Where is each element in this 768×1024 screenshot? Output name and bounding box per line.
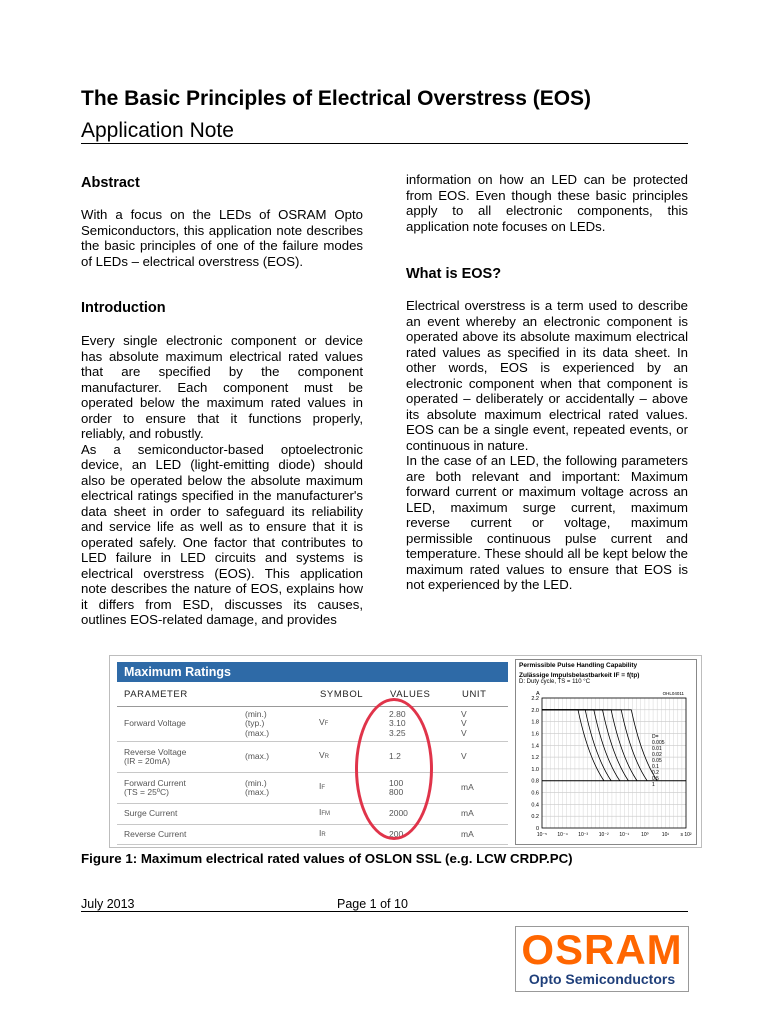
logo-tagline: Opto Semiconductors — [528, 971, 676, 987]
document-title: The Basic Principles of Electrical Overstress (EOS) — [81, 87, 592, 110]
table-row — [117, 825, 508, 845]
graph-duty-cycle: D: Duty cycle, TS = 110 °C — [519, 679, 591, 685]
table-title: Maximum Ratings — [117, 662, 508, 682]
symbol-cell: IR — [319, 825, 389, 845]
graph-y-tick: 0.4 — [531, 802, 539, 809]
symbol-cell: VF — [319, 707, 389, 742]
graph-plot — [516, 688, 694, 843]
graph-legend-entry: D= — [652, 734, 659, 740]
graph-legend-entry: 0.5 — [652, 776, 659, 782]
value-cell: 200 — [389, 825, 461, 845]
graph-y-tick: 2.2 — [531, 696, 539, 702]
graph-y-tick: 0 — [535, 826, 539, 832]
value-cell: 2.80 3.10 3.25 — [389, 707, 461, 742]
graph-y-unit: A — [536, 691, 540, 697]
pulse-handling-graph — [515, 659, 697, 845]
unit-cell: mA — [461, 773, 508, 804]
introduction-paragraph-1: Every single electronic component or device has absolute maximum electrical rated values that are specified by the component manufacturer. Each component must be operated below the maximum rated values in order to ensure that it functions properly, reliably, and robustly. — [81, 333, 363, 441]
table-row — [117, 707, 508, 742]
figure-caption: Figure 1: Maximum electrical rated values of OSLON SSL (e.g. LCW CRDP.PC) — [81, 851, 573, 866]
osram-logo — [515, 926, 689, 992]
graph-x-tick: 10⁰ — [641, 832, 649, 838]
eos-paragraph-1: Electrical overstress is a term used to describe an event whereby an electronic component is operated above its absolute maximum electrical rated values as specified in its data sheet. In other words, EOS is experienced by an electronic component when that component is operated – deliberately or accidentally – above its absolute maximum electrical rated values. EOS can be a single event, repeated events, or continuous in nature. — [406, 298, 688, 453]
parameter-cell: Forward Voltage — [117, 707, 245, 742]
graph-y-tick: 0.6 — [531, 790, 539, 797]
unit-cell: V — [461, 742, 508, 773]
what-is-eos-text — [406, 298, 688, 593]
header-unit: UNIT — [461, 682, 508, 707]
table-row — [117, 742, 508, 773]
graph-x-tick: 10⁻⁵ — [536, 832, 548, 838]
footer-rule — [81, 911, 688, 912]
introduction-text — [81, 333, 363, 628]
what-is-eos-heading: What is EOS? — [406, 266, 502, 282]
graph-legend-entry: 0.02 — [652, 752, 662, 758]
continuation-text: information on how an LED can be protected from EOS. Even though these basic principles apply to all electronic components, this application note focuses on LEDs. — [406, 172, 688, 234]
footer-page: Page 1 of 10 — [337, 897, 408, 911]
value-cell: 2000 — [389, 804, 461, 825]
condition-cell — [245, 804, 319, 825]
graph-y-tick: 1.2 — [531, 755, 539, 762]
unit-cell: mA — [461, 804, 508, 825]
graph-legend-entry: 0.01 — [652, 746, 662, 752]
graph-x-tick: 10¹ — [661, 832, 670, 838]
symbol-cell: VR — [319, 742, 389, 773]
document-subtitle: Application Note — [81, 119, 234, 142]
unit-cell: V V V — [461, 707, 508, 742]
graph-x-tick: 10⁻³ — [578, 832, 589, 838]
symbol-cell: IFM — [319, 804, 389, 825]
graph-x-tick: 10⁻⁴ — [557, 832, 568, 838]
graph-x-tick: 10⁻² — [598, 832, 609, 838]
parameter-cell: Surge Current — [117, 804, 245, 825]
header-rule — [81, 143, 688, 144]
logo-wordmark: OSRAM — [521, 926, 683, 973]
graph-y-tick: 1.8 — [531, 719, 539, 726]
table-row — [117, 773, 508, 804]
graph-frame — [542, 698, 686, 828]
figure-1 — [109, 655, 702, 848]
graph-y-tick: 0.8 — [531, 778, 539, 785]
graph-legend-entry: 0.2 — [652, 770, 659, 776]
graph-x-tick: s 10² — [680, 832, 692, 838]
graph-y-tick: 0.2 — [531, 814, 539, 821]
graph-legend-entry: 1 — [652, 782, 655, 788]
graph-legend-entry: 0.1 — [652, 764, 659, 770]
graph-code: OHL04011 — [662, 691, 684, 696]
introduction-paragraph-2: As a semiconductor-based optoelectronic device, an LED (light-emitting diode) should also be operated below the absolute maximum electrical ratings specified in the manufacturer's data sheet in order to safeguard its reliability and service life as well as to ensure that it is operated safely. One factor that contributes to LED failure in LED circuits and systems is electrical overstress (EOS). This application note describes the nature of EOS, explains how it differs from ESD, discusses its causes, outlines EOS-related damage, and provides — [81, 441, 363, 627]
condition-cell: (min.) (typ.) (max.) — [245, 707, 319, 742]
header-symbol: SYMBOL — [319, 682, 389, 707]
parameter-cell: Forward Current (TS = 25ºC) — [117, 773, 245, 804]
parameter-cell: Reverse Voltage (IR = 20mA) — [117, 742, 245, 773]
abstract-heading: Abstract — [81, 175, 140, 191]
graph-x-tick: 10⁻¹ — [619, 832, 630, 838]
graph-title: Permissible Pulse Handling Capability — [519, 662, 638, 669]
table-row — [117, 804, 508, 825]
value-cell: 1.2 — [389, 742, 461, 773]
values-highlight-ellipse — [355, 698, 433, 840]
header-parameter: PARAMETER — [117, 682, 245, 707]
graph-legend-entry: 0.05 — [652, 758, 662, 764]
graph-y-tick: 1.6 — [531, 731, 539, 738]
introduction-heading: Introduction — [81, 300, 166, 316]
symbol-cell: IF — [319, 773, 389, 804]
condition-cell: (min.) (max.) — [245, 773, 319, 804]
graph-legend-entry: 0.005 — [652, 740, 665, 746]
graph-y-tick: 1.0 — [531, 766, 539, 773]
abstract-text: With a focus on the LEDs of OSRAM Opto Semiconductors, this application note describes the basic principles of one of the failure modes of LEDs – electrical overstress (EOS). — [81, 207, 363, 269]
maximum-ratings-table — [117, 662, 508, 842]
unit-cell: mA — [461, 825, 508, 845]
value-cell: 100 800 — [389, 773, 461, 804]
graph-title-de: Zulässige Impulsbelastbarkeit IF = f(tp) — [519, 671, 640, 679]
condition-cell — [245, 825, 319, 845]
graph-y-tick: 1.4 — [531, 743, 539, 750]
condition-cell: (max.) — [245, 742, 319, 773]
header-values: VALUES — [389, 682, 461, 707]
eos-paragraph-2: In the case of an LED, the following parameters are both relevant and important: Maximum forward current or maximum voltage across an LED, maximum surge current, maximum reverse current or voltage, maximum permissible continuous pulse current and temperature. These should all be kept below the maximum rated values to ensure that EOS is not experienced by the LED. — [406, 453, 688, 592]
graph-y-tick: 2.0 — [531, 707, 539, 714]
parameter-cell: Reverse Current — [117, 825, 245, 845]
footer-date: July 2013 — [81, 897, 135, 911]
